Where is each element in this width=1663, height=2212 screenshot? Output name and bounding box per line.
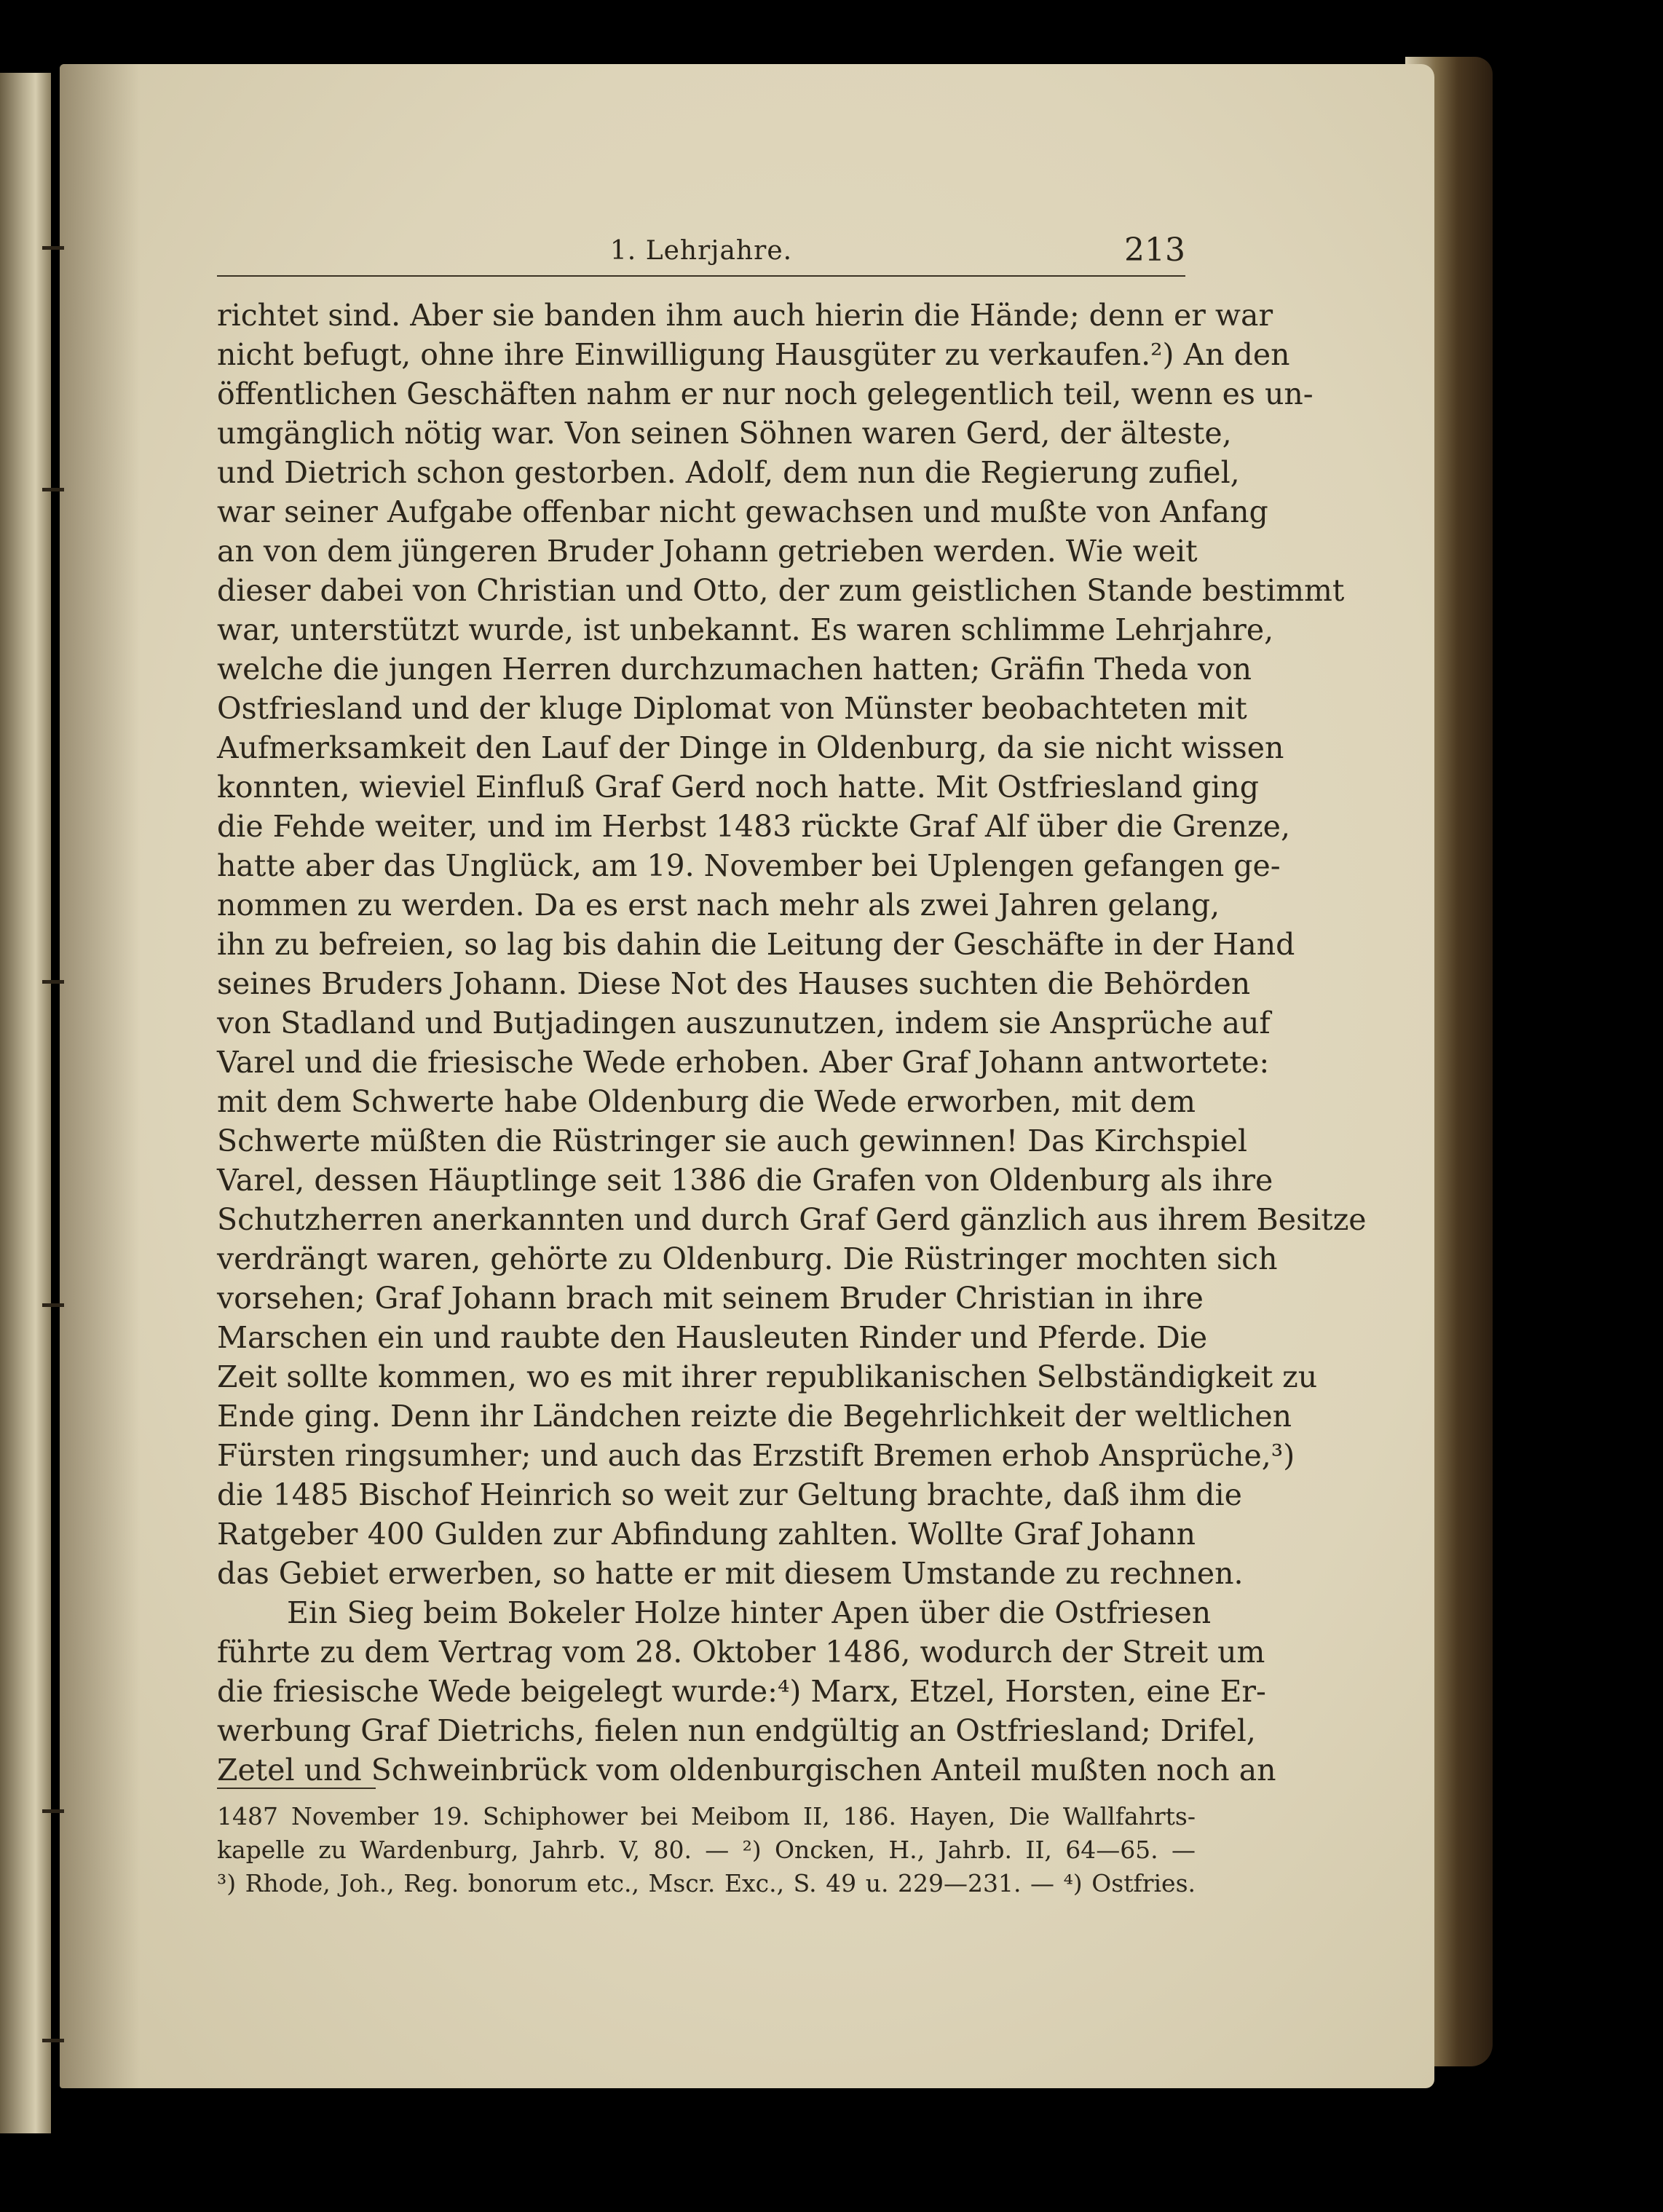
- text-line: umgänglich nötig war. Von seinen Söhnen waren Gerd, der älteste,: [217, 416, 1232, 451]
- text-line: von Stadland und Butjadingen auszunutzen, indem sie Ansprüche auf: [217, 1006, 1271, 1040]
- text-line: an von dem jüngeren Bruder Johann getrieben werden. Wie weit: [217, 534, 1198, 569]
- footnote-line: ³) Rhode, Joh., Reg. bonorum etc., Mscr. Exc., S. 49 u. 229—231. — ⁴) Ostfries.: [217, 1869, 1196, 1897]
- text-line: Varel und die friesische Wede erhoben. Aber Graf Johann antwortete:: [217, 1045, 1270, 1080]
- footnote-divider: [217, 1788, 376, 1789]
- text-line: Ende ging. Denn ihr Ländchen reizte die Begehrlichkeit der weltlichen: [217, 1399, 1292, 1434]
- text-line: hatte aber das Unglück, am 19. November bei Uplengen gefangen ge-: [217, 848, 1281, 883]
- margin-mark: [42, 2039, 64, 2042]
- text-line: die friesische Wede beigelegt wurde:⁴) Marx, Etzel, Horsten, eine Er-: [217, 1674, 1266, 1709]
- text-line: Aufmerksamkeit den Lauf der Dinge in Oldenburg, da sie nicht wissen: [217, 730, 1284, 765]
- text-line: vorsehen; Graf Johann brach mit seinem Bruder Christian in ihre: [217, 1281, 1204, 1316]
- text-line: richtet sind. Aber sie banden ihm auch hierin die Hände; denn er war: [217, 298, 1273, 333]
- margin-mark: [42, 246, 64, 250]
- text-line: öffentlichen Geschäften nahm er nur noch gelegentlich teil, wenn es un-: [217, 376, 1314, 411]
- text-line: war seiner Aufgabe offenbar nicht gewachsen und mußte von Anfang: [217, 494, 1268, 529]
- text-line: Fürsten ringsumher; und auch das Erzstift Bremen erhob Ansprüche,³): [217, 1438, 1295, 1473]
- text-line: die Fehde weiter, und im Herbst 1483 rückte Graf Alf über die Grenze,: [217, 809, 1290, 844]
- margin-mark: [42, 488, 64, 491]
- text-line: führte zu dem Vertrag vom 28. Oktober 1486, wodurch der Streit um: [217, 1635, 1265, 1670]
- text-line: werbung Graf Dietrichs, fielen nun endgültig an Ostfriesland; Drifel,: [217, 1713, 1256, 1748]
- text-line: Ratgeber 400 Gulden zur Abfindung zahlten. Wollte Graf Johann: [217, 1517, 1196, 1552]
- paragraph-start-line: Ein Sieg beim Bokeler Holze hinter Apen über die Ostfriesen: [287, 1595, 1212, 1630]
- previous-page-edge: [0, 73, 51, 2133]
- text-line: konnten, wieviel Einfluß Graf Gerd noch hatte. Mit Ostfriesland ging: [217, 770, 1260, 805]
- text-line: das Gebiet erwerben, so hatte er mit diesem Umstande zu rechnen.: [217, 1556, 1244, 1591]
- text-line: Marschen ein und raubte den Hausleuten Rinder und Pferde. Die: [217, 1320, 1208, 1355]
- text-line: Schwerte müßten die Rüstringer sie auch gewinnen! Das Kirchspiel: [217, 1123, 1248, 1158]
- body-text: [217, 296, 1367, 1790]
- page-header: [217, 232, 1185, 277]
- margin-mark: [42, 980, 64, 984]
- text-line: verdrängt waren, gehörte zu Oldenburg. Die Rüstringer mochten sich: [217, 1241, 1278, 1276]
- text-line: und Dietrich schon gestorben. Adolf, dem nun die Regierung zufiel,: [217, 455, 1240, 490]
- text-line: war, unterstützt wurde, ist unbekannt. Es waren schlimme Lehrjahre,: [217, 612, 1274, 647]
- running-head: 1. Lehrjahre.: [609, 236, 793, 266]
- footnote-line: 1487 November 19. Schiphower bei Meibom II, 186. Hayen, Die Wallfahrts-: [217, 1802, 1196, 1830]
- text-line: Zeit sollte kommen, wo es mit ihrer republikanischen Selbständigkeit zu: [217, 1359, 1318, 1394]
- text-line: Schutzherren anerkannten und durch Graf Gerd gänzlich aus ihrem Besitze: [217, 1202, 1367, 1237]
- footnote-line: kapelle zu Wardenburg, Jahrb. V, 80. — ²) Oncken, H., Jahrb. II, 64—65. —: [217, 1836, 1196, 1864]
- text-line: dieser dabei von Christian und Otto, der zum geistlichen Stande bestimmt: [217, 573, 1345, 608]
- text-line: nommen zu werden. Da es erst nach mehr als zwei Jahren gelang,: [217, 888, 1220, 923]
- text-line: welche die jungen Herren durchzumachen hatten; Gräfin Theda von: [217, 652, 1252, 687]
- page-number: 213: [1124, 232, 1185, 269]
- margin-mark: [42, 1809, 64, 1813]
- text-line: mit dem Schwerte habe Oldenburg die Wede erworben, mit dem: [217, 1084, 1196, 1119]
- text-line: nicht befugt, ohne ihre Einwilligung Hausgüter zu verkaufen.²) An den: [217, 337, 1290, 372]
- footnotes: [217, 1800, 1196, 1900]
- margin-mark: [42, 1303, 64, 1307]
- text-line: Varel, dessen Häuptlinge seit 1386 die Grafen von Oldenburg als ihre: [217, 1163, 1273, 1198]
- gutter-shadow: [60, 64, 140, 2088]
- text-line: Ostfriesland und der kluge Diplomat von Münster beobachteten mit: [217, 691, 1247, 726]
- text-line: Zetel und Schweinbrück vom oldenburgischen Anteil mußten noch an: [217, 1753, 1276, 1788]
- text-line: ihn zu befreien, so lag bis dahin die Leitung der Geschäfte in der Hand: [217, 927, 1295, 962]
- text-line: die 1485 Bischof Heinrich so weit zur Geltung brachte, daß ihm die: [217, 1477, 1242, 1512]
- text-line: seines Bruders Johann. Diese Not des Hauses suchten die Behörden: [217, 966, 1251, 1001]
